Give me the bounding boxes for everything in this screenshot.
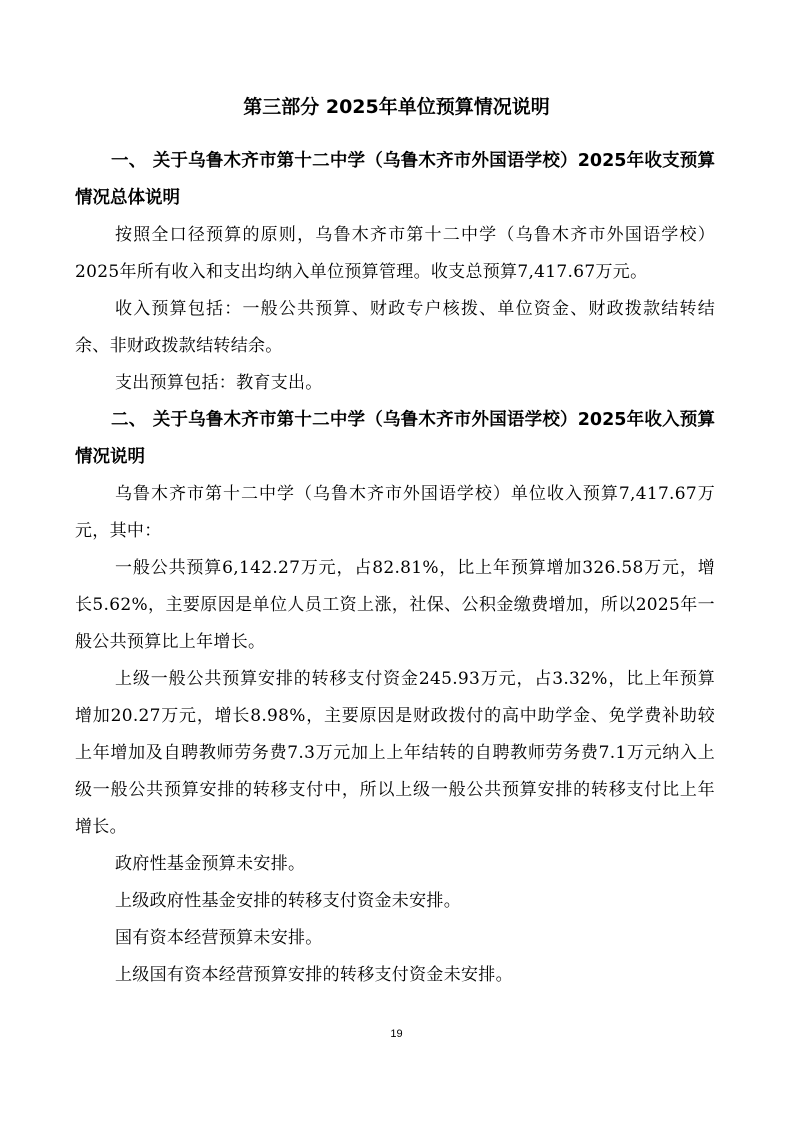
- page-title: 第三部分 2025年单位预算情况说明: [243, 96, 550, 118]
- section-heading-1: 一、 关于乌鲁木齐市第十二中学（乌鲁木齐市外国语学校）2025年收支预算情况总体说明: [75, 151, 715, 208]
- paragraph: 上级国有资本经营预算安排的转移支付资金未安排。: [115, 965, 513, 985]
- paragraph: 收入预算包括：一般公共预算、财政专户核拨、单位资金、财政拨款结转结余、非财政拨款结转结余。: [75, 299, 715, 356]
- paragraph: 上级政府性基金安排的转移支付资金未安排。: [115, 891, 461, 911]
- document-body: [75, 143, 715, 994]
- page-number: 19: [390, 1028, 403, 1040]
- paragraph: 乌鲁木齐市第十二中学（乌鲁木齐市外国语学校）单位收入预算7,417.67万元，其中：: [75, 484, 715, 541]
- paragraph: 上级一般公共预算安排的转移支付资金245.93万元，占3.32%，比上年预算增加20.27万元，增长8.98%，主要原因是财政拨付的高中助学金、免学费补助较上年增加及自聘教师劳务费7.3万元加上上年结转的自聘教师劳务费7.1万元纳入上级一般公共预算安排的转移支付中，所以上级一般公共预算安排的转移支付比上年增长。: [75, 669, 715, 837]
- paragraph: 支出预算包括：教育支出。: [115, 373, 323, 393]
- paragraph: 国有资本经营预算未安排。: [115, 928, 323, 948]
- paragraph: 按照全口径预算的原则，乌鲁木齐市第十二中学（乌鲁木齐市外国语学校）2025年所有收入和支出均纳入单位预算管理。收支总预算7,417.67万元。: [75, 225, 715, 282]
- paragraph: 一般公共预算6,142.27万元，占82.81%，比上年预算增加326.58万元，增长5.62%，主要原因是单位人员工资上涨，社保、公积金缴费增加，所以2025年一般公共预算比上年增长。: [75, 558, 715, 652]
- paragraph: 政府性基金预算未安排。: [115, 854, 306, 874]
- section-heading-2: 二、 关于乌鲁木齐市第十二中学（乌鲁木齐市外国语学校）2025年收入预算情况说明: [75, 410, 715, 467]
